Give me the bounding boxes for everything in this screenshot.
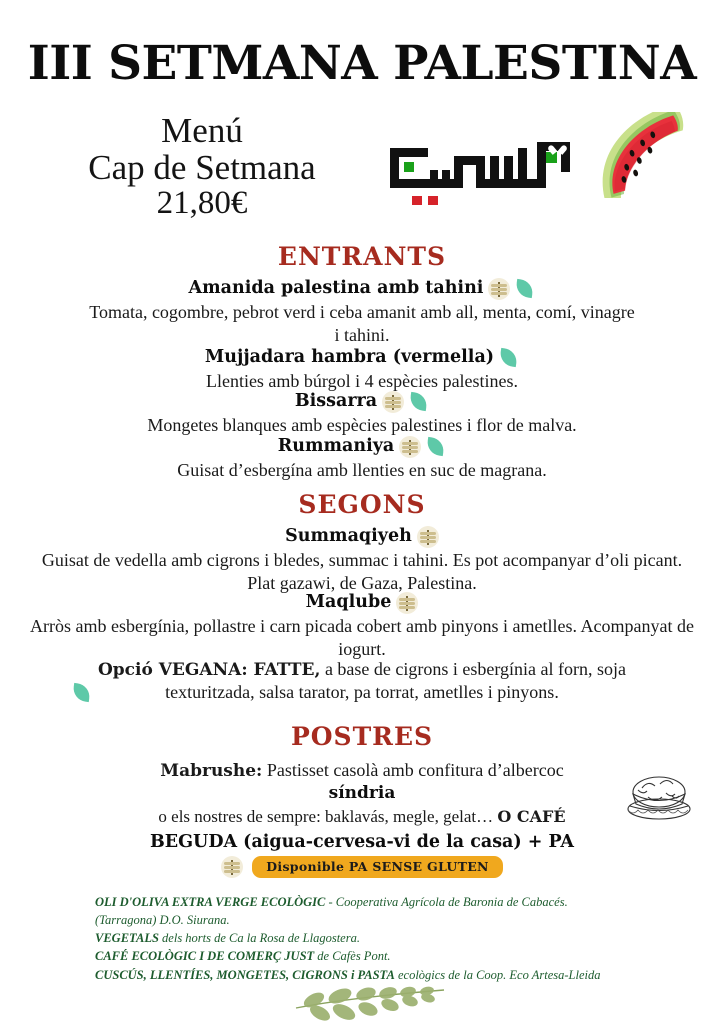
dish-mujjadara xyxy=(0,347,724,392)
wheat-icon xyxy=(382,391,404,413)
footer-line-1-bold: OLI D'OLIVA EXTRA VERGE ECOLÒGIC xyxy=(95,895,326,909)
dish-maqlube xyxy=(0,592,724,660)
wheat-icon xyxy=(417,526,439,548)
dessert-label: Mabrushe: xyxy=(160,761,263,781)
vegan-option xyxy=(62,658,662,705)
wheat-icon xyxy=(396,592,418,614)
dish-name: Bissarra xyxy=(294,391,378,412)
leaf-icon xyxy=(515,279,535,299)
footer-credits xyxy=(95,893,665,984)
section-heading-postres: POSTRES xyxy=(290,722,434,751)
footer-line-4 xyxy=(95,947,665,965)
dish-description: Tomata, cogombre, pebrot verd i ceba amanit amb all, menta, comí, vinagre i tahini. xyxy=(89,302,635,345)
dish-name: Summaqiyeh xyxy=(285,526,412,547)
dessert-mabrushe xyxy=(0,759,724,782)
dish-description: Mongetes blanques amb espècies palestines i flor de malva. xyxy=(147,415,577,435)
heart-icon xyxy=(552,144,564,155)
dish-description: Llenties amb búrgol i 4 espècies palestines. xyxy=(205,370,519,391)
wheat-icon xyxy=(221,856,243,878)
footer-line-2: (Tarragona) D.O. Siurana. xyxy=(95,913,230,928)
dish-name: Rummaniya xyxy=(277,436,395,457)
vegan-option-description: a base de cigrons i esbergínia al forn, soja texturitzada, salsa tarator, pa torrat, ametlles i pinyons. xyxy=(165,659,627,703)
menu-label: Menú xyxy=(161,111,243,150)
olive-branch-icon xyxy=(286,982,454,1022)
dish-rummaniya xyxy=(0,436,724,482)
footer-line-5-rest: ecològics de la Coop. Eco Artesa-Lleida xyxy=(394,967,601,982)
dish-summaqiyeh xyxy=(0,526,724,594)
dish-description: Arròs amb esbergínia, pollastre i carn picada cobert amb pinyons i ametlles. Acompanyat de iogurt. xyxy=(30,616,694,659)
footer-line-4-rest: de Cafès Pont. xyxy=(314,949,391,964)
drink-line: BEGUDA (aigua-cervesa-vi de la casa) + PA xyxy=(149,832,574,852)
footer-line-4-bold: CAFÉ ECOLÒGIC I DE COMERÇ JUST xyxy=(95,949,315,964)
dessert-extra: síndria xyxy=(328,783,396,803)
footer-line-3-bold: VEGETALS xyxy=(95,931,159,946)
watermelon-slice-icon xyxy=(588,112,700,198)
section-heading-entrants: ENTRANTS xyxy=(277,242,447,271)
dessert-alternatives xyxy=(0,806,724,827)
dish-name: Mujjadara hambra (vermella) xyxy=(204,347,495,367)
footer-line-5 xyxy=(95,966,665,984)
leaf-icon xyxy=(426,437,446,457)
menu-price: 21,80€ xyxy=(156,185,248,222)
page-title: III SETMANA PALESTINA xyxy=(27,36,697,91)
leaf-icon xyxy=(499,348,519,368)
dish-bissarra xyxy=(0,391,724,437)
footer-line-1 xyxy=(95,893,665,911)
footer-line-1-rest: - Cooperativa Agrícola de Baronia de Cabacés. xyxy=(325,895,568,909)
wheat-icon xyxy=(399,436,421,458)
footer-line-5-bold: CUSCÚS, LLENTÍES, MONGETES, CIGRONS i PASTA xyxy=(95,967,395,982)
dish-description: Guisat d’esbergína amb llenties en suc de magrana. xyxy=(177,460,547,480)
wheat-icon xyxy=(488,278,510,300)
leaf-icon xyxy=(72,683,94,705)
vegan-option-label: Opció VEGANA: FATTE, xyxy=(97,660,321,680)
menu-heading-block xyxy=(22,112,382,221)
dish-amanida xyxy=(0,278,724,346)
gluten-free-notice xyxy=(0,856,724,878)
dish-name: Maqlube xyxy=(305,592,392,613)
dessert-description: Pastisset casolà amb confitura d’albercoc xyxy=(266,760,564,780)
coffee-option: O CAFÉ xyxy=(497,807,566,826)
arabic-palestine-wordmark-icon xyxy=(390,138,570,200)
leaf-icon xyxy=(409,392,429,412)
cake-sketch-icon xyxy=(622,766,696,822)
status-badge: Disponible PA SENSE GLUTEN xyxy=(252,856,503,878)
menu-subtitle: Cap de Setmana xyxy=(88,148,316,188)
dish-name: Amanida palestina amb tahini xyxy=(188,278,484,299)
dessert-alternatives-text: o els nostres de sempre: baklavás, megle, gelat… xyxy=(158,807,494,826)
section-heading-segons: SEGONS xyxy=(298,490,426,519)
footer-line-3-rest: dels horts de Ca la Rosa de Llagostera. xyxy=(158,931,360,946)
dish-description: Guisat de vedella amb cigrons i bledes, summac i tahini. Es pot acompanyar d’oli picant. Plat gazawi, de Gaza, Palestina. xyxy=(41,550,683,593)
footer-line-3 xyxy=(95,929,665,947)
